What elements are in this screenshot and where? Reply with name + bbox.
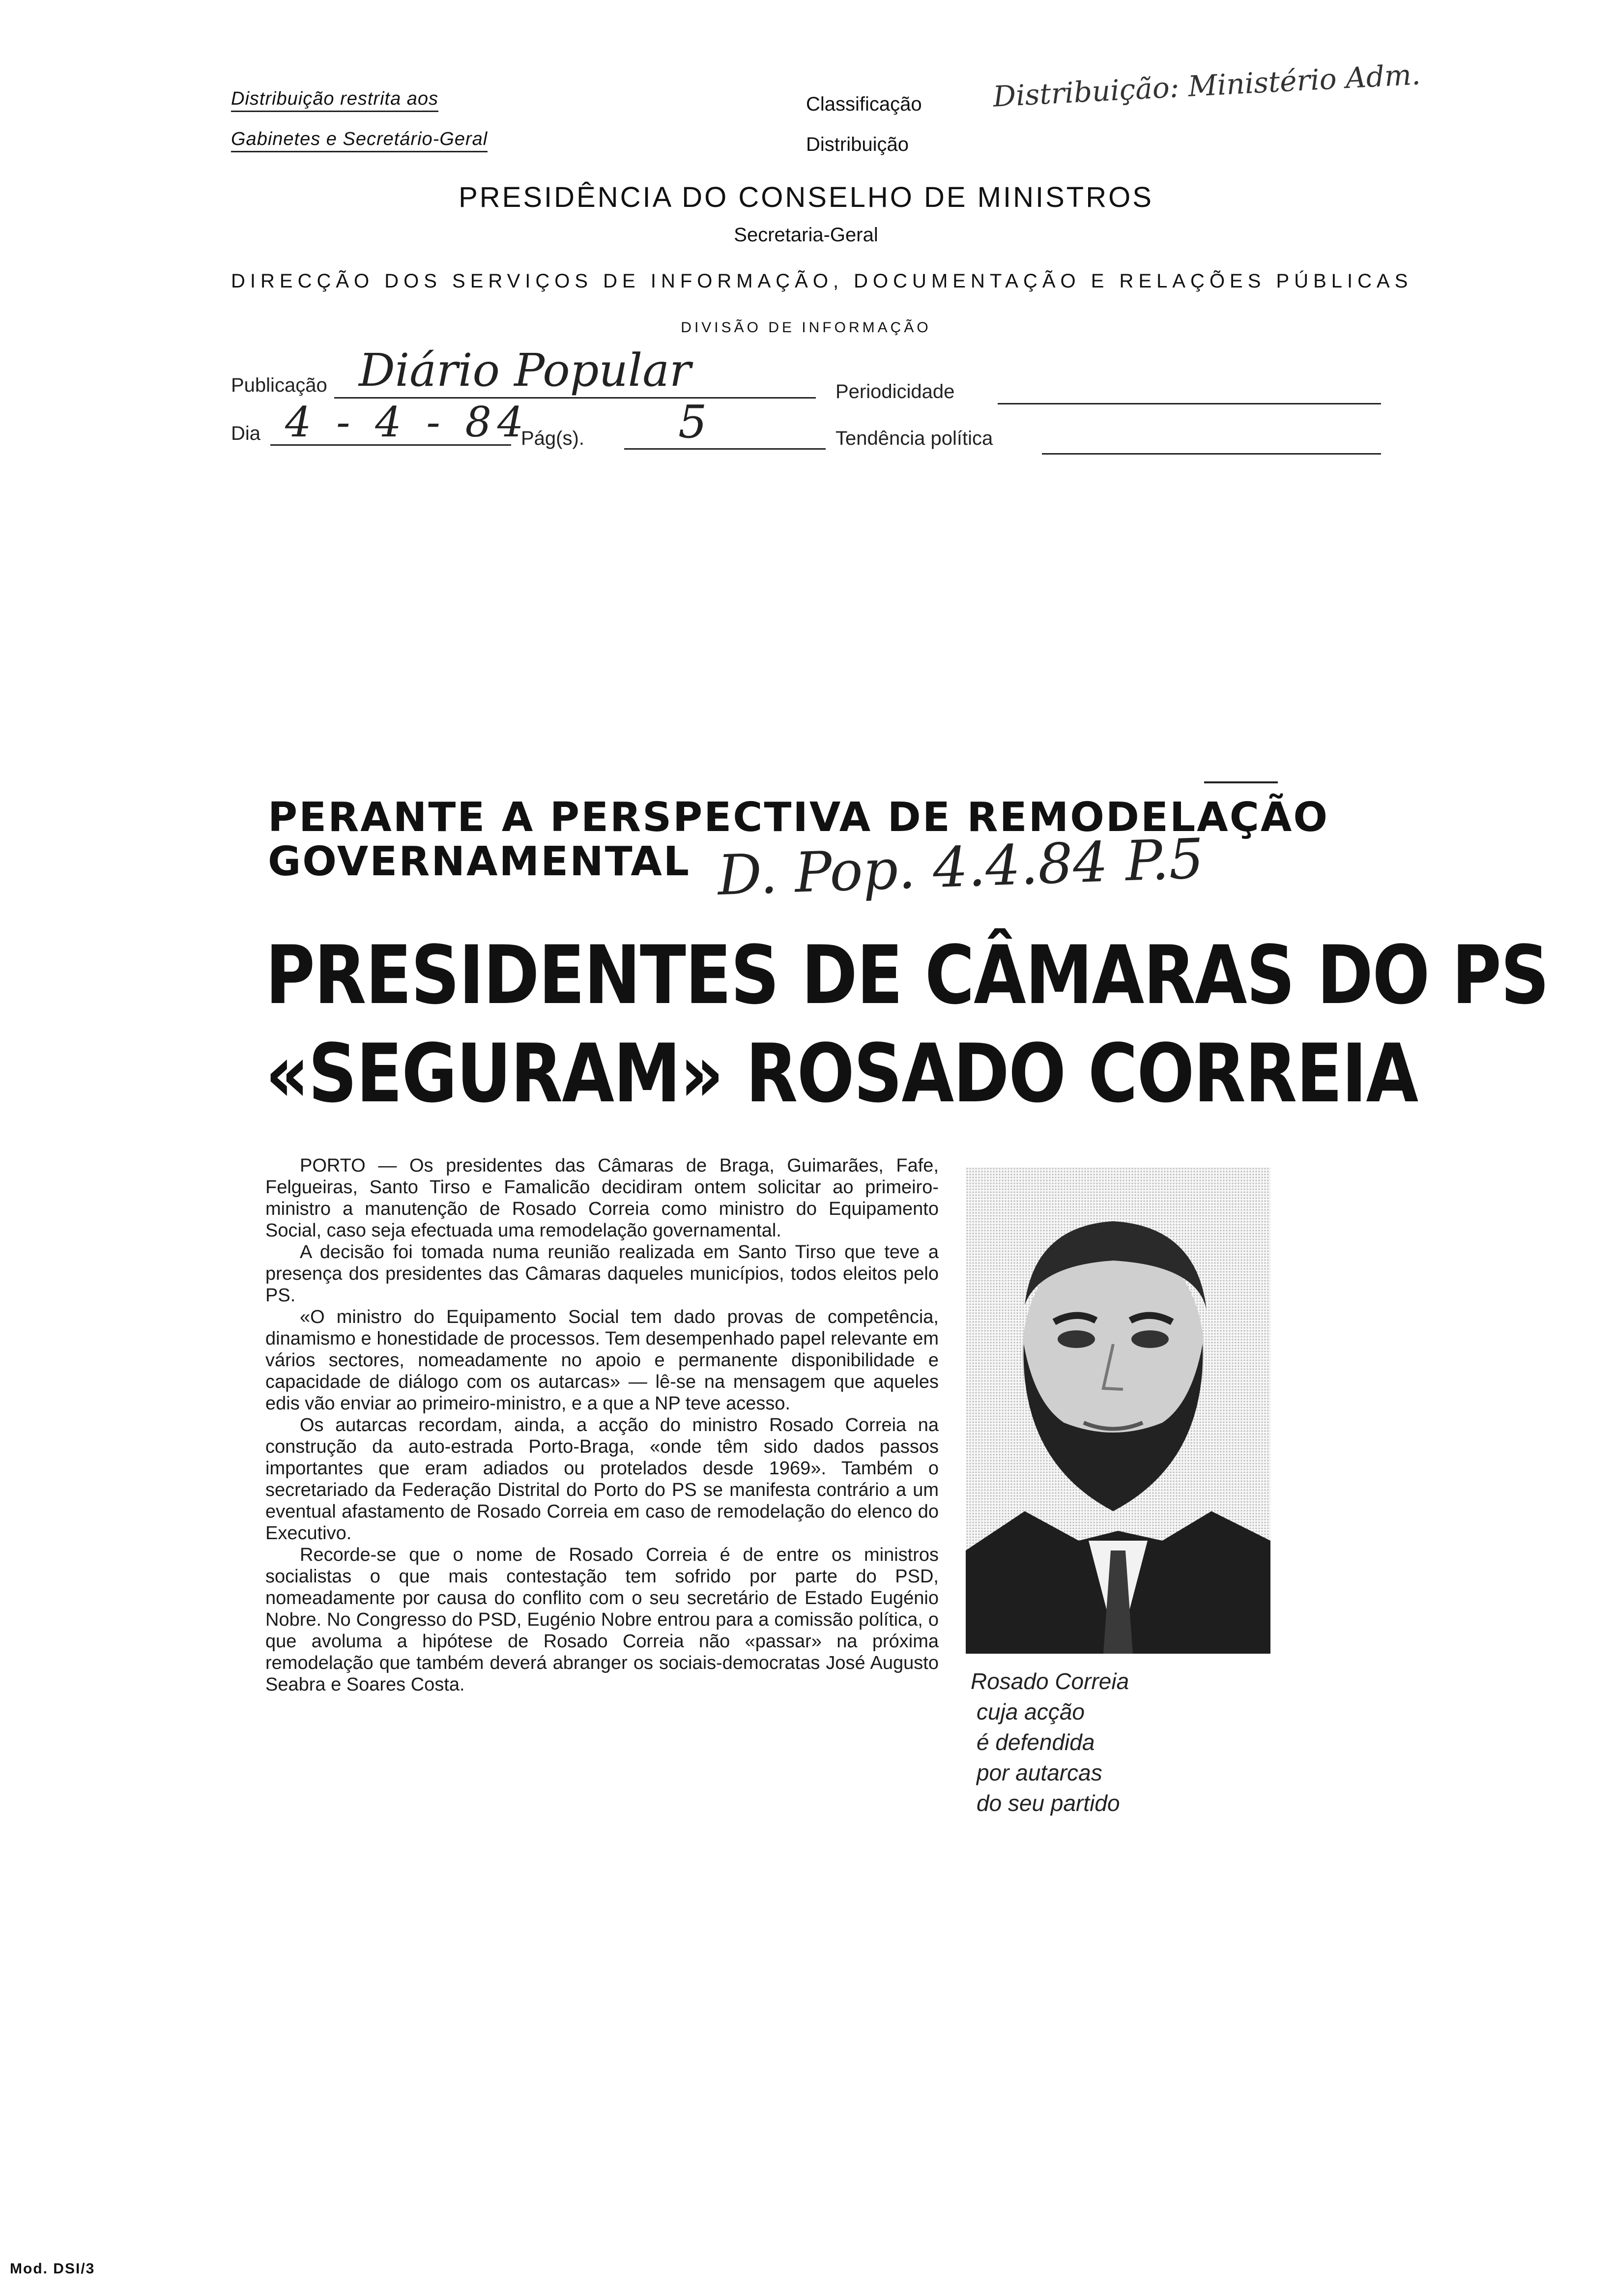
top-corner-rule <box>1204 781 1278 783</box>
secretariat: Secretaria-Geral <box>734 224 878 246</box>
publication-value: Diário Popular <box>359 344 691 397</box>
pages-value: 5 <box>678 396 707 448</box>
form-code: Mod. DSI/3 <box>10 2261 95 2277</box>
division: DIVISÃO DE INFORMAÇÃO <box>681 319 931 336</box>
periodicity-underline <box>998 403 1381 404</box>
article-kicker-line2: GOVERNAMENTAL <box>268 838 691 885</box>
classification-label: Classificação <box>806 93 922 115</box>
directorate: DIRECÇÃO DOS SERVIÇOS DE INFORMAÇÃO, DOCUMENTAÇÃO E RELAÇÕES PÚBLICAS <box>231 270 1413 292</box>
ministry-title: PRESIDÊNCIA DO CONSELHO DE MINISTROS <box>459 181 1153 213</box>
pages-label: Pág(s). <box>521 428 584 449</box>
article-kicker-line1: PERANTE A PERSPECTIVA DE REMODELAÇÃO <box>268 794 1329 841</box>
distribution-label: Distribuição <box>806 134 909 155</box>
article-paragraph: «O ministro do Equipamento Social tem dado provas de competência, dinamismo e honestidade de processos. Tem desempenhado papel relevante em vários sectores, nomeadamente no apoio e permanente disponibilidade e capacidade de diálogo com os autarcas» — lê-se na mensagem que aqueles edis vão enviar ao primeiro-ministro, e a que a NP teve acesso. <box>265 1307 939 1414</box>
caption-line: é defendida <box>977 1729 1095 1755</box>
caption-line: Rosado Correia <box>971 1668 1129 1694</box>
periodicity-label: Periodicidade <box>835 381 955 402</box>
distribution-note-line1: Distribuição restrita aos <box>231 88 438 112</box>
pages-underline <box>624 448 826 450</box>
tendency-underline <box>1042 453 1381 455</box>
caption-line: do seu partido <box>977 1790 1120 1816</box>
caption-line: por autarcas <box>977 1760 1102 1785</box>
day-value: 4 - 4 - 84 <box>285 398 530 446</box>
tendency-label: Tendência política <box>835 428 993 449</box>
article-paragraph: A decisão foi tomada numa reunião realizada em Santo Tirso que teve a presença dos presidentes das Câmaras daqueles municípios, todos eleitos pelo PS. <box>265 1242 939 1306</box>
article-paragraph: PORTO — Os presidentes das Câmaras de Braga, Guimarães, Fafe, Felgueiras, Santo Tirso e Famalicão decidiram ontem solicitar ao primeiro-ministro a manutenção de Rosado Correia como ministro do Equipamento Social, caso seja efectuada uma remodelação governamental. <box>265 1155 939 1241</box>
handwritten-distribution: Distribuição: Ministério Adm. <box>992 57 1421 114</box>
article-paragraph: Recorde-se que o nome de Rosado Correia é de entre os ministros socialistas o que mais contestação tem sofrido por parte do PSD, nomeadamente por causa do conflito com o seu secretário de Estado Eugénio Nobre. No Congresso do PSD, Eugénio Nobre entrou para a comissão política, o que avoluma a hipótese de Rosado Correia não «passar» na próxima remodelação que também deverá abranger os sociais-democratas José Augusto Seabra e Soares Costa. <box>265 1545 939 1695</box>
article-paragraph: Os autarcas recordam, ainda, a acção do ministro Rosado Correia na construção da auto-estrada Porto-Braga, «onde têm sido dados passos importantes que eram adiados ou protelados desde 1969». Também o secretariado da Federação Distrital do Porto do PS se manifesta contrário a um eventual afastamento de Rosado Correia em caso de remodelação do elenco do Executivo. <box>265 1415 939 1544</box>
headline-line2: «SEGURAM» ROSADO CORREIA <box>265 1027 1418 1120</box>
publication-label: Publicação <box>231 374 327 396</box>
handwritten-reference: D. Pop. 4.4.84 P.5 <box>717 827 1205 908</box>
distribution-note-line2: Gabinetes e Secretário-Geral <box>231 129 488 152</box>
photo-caption <box>971 1666 1216 1818</box>
headline-line1: PRESIDENTES DE CÂMARAS DO PS <box>265 928 1549 1022</box>
day-label: Dia <box>231 423 261 444</box>
portrait-photo <box>966 1167 1270 1654</box>
article-body <box>265 1155 939 1695</box>
portrait-illustration <box>966 1167 1270 1654</box>
caption-line: cuja acção <box>977 1699 1085 1724</box>
